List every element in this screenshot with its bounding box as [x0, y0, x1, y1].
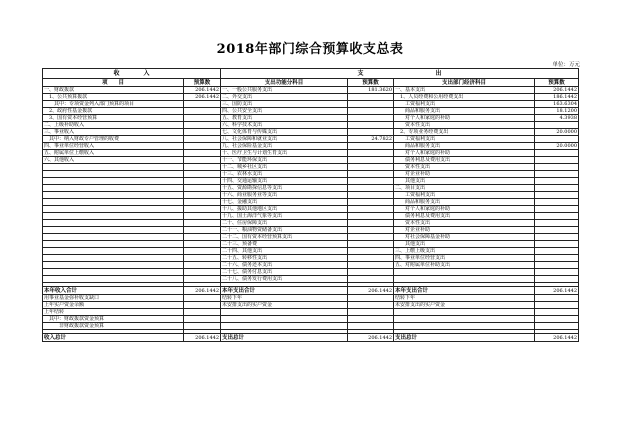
item-label-cell: 十四、交通运输支出	[221, 178, 348, 185]
income-caption: 收 入	[43, 69, 221, 79]
table-row	[43, 157, 579, 164]
item-label-cell	[221, 309, 348, 316]
item-label-cell: 支出总计	[221, 334, 348, 342]
table-row	[43, 129, 579, 136]
budget-value-cell: 186.1442	[535, 94, 579, 101]
budget-value-cell	[535, 164, 579, 171]
item-label-cell: 十三、农林水支出	[221, 171, 348, 178]
item-label-cell: 十二、城乡社区支出	[221, 164, 348, 171]
budget-value-cell: 206.1442	[184, 94, 221, 101]
item-label-cell	[43, 234, 184, 241]
item-label-cell: 二、项目支出	[394, 185, 535, 192]
page-title: 2018年部门综合预算收支总表	[216, 42, 404, 57]
item-label-cell: 三、国防支出	[221, 101, 348, 108]
item-label-cell	[43, 192, 184, 199]
budget-value-cell	[348, 157, 394, 164]
header-function-subject: 支出功能分科目	[221, 79, 348, 87]
item-label-cell: 债务利息及费用支出	[394, 213, 535, 220]
budget-value-cell	[348, 316, 394, 323]
table-row	[43, 185, 579, 192]
item-label-cell: 五、对附属单位补助支出	[394, 262, 535, 269]
item-label-cell	[394, 309, 535, 316]
budget-value-cell	[348, 309, 394, 316]
item-label-cell: 商品和服务支出	[394, 108, 535, 115]
item-label-cell	[43, 213, 184, 220]
budget-value-cell	[184, 192, 221, 199]
budget-value-cell	[184, 255, 221, 262]
item-label-cell: 八、社会保障和就业支出	[221, 136, 348, 143]
budget-value-cell	[348, 171, 394, 178]
budget-value-cell	[535, 309, 579, 316]
budget-value-cell	[348, 220, 394, 227]
item-label-cell: 资本性支出	[394, 122, 535, 129]
budget-value-cell	[348, 192, 394, 199]
item-label-cell: 二十三、预备费	[221, 241, 348, 248]
item-label-cell: 支出总计	[394, 334, 535, 342]
item-label-cell: 本年支出合计	[221, 287, 348, 295]
item-label-cell: 2、政府性基金拨款	[43, 108, 184, 115]
item-label-cell: 五、教育支出	[221, 115, 348, 122]
budget-value-cell: 24.7822	[348, 136, 394, 143]
item-label-cell: 六、科学技术支出	[221, 122, 348, 129]
item-label-cell: 其他支出	[394, 241, 535, 248]
budget-value-cell	[184, 206, 221, 213]
budget-value-cell	[184, 178, 221, 185]
item-label-cell	[394, 276, 535, 283]
item-label-cell: 用事业基金弥补收支缺口	[43, 295, 184, 302]
item-label-cell: 其中：专项资金列入部门预算的项目	[43, 101, 184, 108]
table-row	[43, 206, 579, 213]
budget-value-cell: 20.0000	[535, 129, 579, 136]
item-label-cell: 对企业补助	[394, 171, 535, 178]
item-label-cell: 对个人和家庭的补助	[394, 150, 535, 157]
budget-value-cell	[184, 199, 221, 206]
item-label-cell: 2、专项业务经费支出	[394, 129, 535, 136]
caption-row	[43, 69, 579, 79]
budget-value-cell	[348, 178, 394, 185]
budget-value-cell	[348, 206, 394, 213]
item-label-cell: 其他支出	[394, 178, 535, 185]
budget-value-cell: 206.1442	[535, 334, 579, 342]
budget-value-cell	[348, 143, 394, 150]
item-label-cell	[43, 255, 184, 262]
item-label-cell: 资本性支出	[394, 220, 535, 227]
item-label-cell: 四、公共安全支出	[221, 108, 348, 115]
budget-value-cell	[184, 269, 221, 276]
item-label-cell: 工资福利支出	[394, 136, 535, 143]
table-row	[43, 241, 579, 248]
budget-summary-table	[42, 68, 579, 342]
budget-value-cell	[535, 185, 579, 192]
item-label-cell: 工资福利支出	[394, 101, 535, 108]
item-label-cell	[221, 323, 348, 330]
item-label-cell	[43, 269, 184, 276]
table-row	[43, 115, 579, 122]
item-label-cell: 商品和服务支出	[394, 199, 535, 206]
table-row	[43, 213, 579, 220]
item-label-cell	[221, 316, 348, 323]
budget-value-cell	[535, 122, 579, 129]
item-label-cell: 结转下年	[221, 295, 348, 302]
item-label-cell: 二十四、其他支出	[221, 248, 348, 255]
budget-value-cell	[348, 255, 394, 262]
budget-value-cell	[184, 309, 221, 316]
item-label-cell: 三、事业收入	[43, 129, 184, 136]
table-row	[43, 192, 579, 199]
table-row	[43, 316, 579, 323]
item-label-cell	[394, 269, 535, 276]
table-row	[43, 262, 579, 269]
budget-value-cell	[184, 136, 221, 143]
budget-value-cell	[348, 129, 394, 136]
item-label-cell: 七、文化体育与传媒支出	[221, 129, 348, 136]
budget-value-cell	[348, 248, 394, 255]
budget-value-cell: 4.3938	[535, 115, 579, 122]
budget-value-cell	[348, 241, 394, 248]
item-label-cell	[43, 227, 184, 234]
budget-value-cell	[348, 276, 394, 283]
table-row	[43, 248, 579, 255]
budget-value-cell	[184, 157, 221, 164]
budget-value-cell	[535, 136, 579, 143]
budget-value-cell	[535, 227, 579, 234]
item-label-cell: 二十一、粮油物资储备支出	[221, 227, 348, 234]
budget-value-cell	[535, 213, 579, 220]
item-label-cell: 二十五、转移性支出	[221, 255, 348, 262]
unit-label: 单位：万元	[552, 62, 580, 68]
table-row	[43, 164, 579, 171]
item-label-cell: 收入总计	[43, 334, 184, 342]
expense-caption: 支 出	[221, 69, 579, 79]
budget-value-cell	[184, 262, 221, 269]
item-label-cell: 对社会保障基金补助	[394, 234, 535, 241]
item-label-cell: 本年收入合计	[43, 287, 184, 295]
header-item: 项 目	[43, 79, 184, 87]
item-label-cell: 对个人和家庭的补助	[394, 115, 535, 122]
item-label-cell: 工资福利支出	[394, 192, 535, 199]
budget-value-cell	[535, 178, 579, 185]
budget-value-cell	[348, 262, 394, 269]
item-label-cell: 一、一般公共服务支出	[221, 87, 348, 94]
budget-value-cell: 206.1442	[184, 87, 221, 94]
table-row	[43, 150, 579, 157]
budget-value-cell	[535, 206, 579, 213]
item-label-cell: 未安排支出的实户资金	[394, 302, 535, 309]
budget-value-cell: 181.3620	[348, 87, 394, 94]
item-label-cell: 商品和服务支出	[394, 143, 535, 150]
item-label-cell: 十八、援助其他地区支出	[221, 206, 348, 213]
item-label-cell	[43, 248, 184, 255]
table-row	[43, 143, 579, 150]
budget-value-cell	[535, 171, 579, 178]
table-row	[43, 108, 579, 115]
budget-value-cell	[535, 157, 579, 164]
item-label-cell	[394, 316, 535, 323]
budget-value-cell	[348, 295, 394, 302]
table-row	[43, 94, 579, 101]
budget-value-cell	[535, 316, 579, 323]
item-label-cell: 十七、金融支出	[221, 199, 348, 206]
budget-value-cell	[184, 143, 221, 150]
budget-value-cell: 206.1442	[348, 287, 394, 295]
budget-value-cell	[348, 269, 394, 276]
budget-value-cell: 20.0000	[535, 143, 579, 150]
table-row	[43, 220, 579, 227]
budget-value-cell	[535, 276, 579, 283]
table-row	[43, 136, 579, 143]
budget-value-cell	[184, 171, 221, 178]
item-label-cell: 四、事业单位经营收入	[43, 143, 184, 150]
item-label-cell: 二、外交支出	[221, 94, 348, 101]
item-label-cell: 结转下年	[394, 295, 535, 302]
budget-value-cell	[184, 241, 221, 248]
header-budget: 预算数	[184, 79, 221, 87]
budget-value-cell	[348, 213, 394, 220]
budget-value-cell	[535, 234, 579, 241]
table-row	[43, 87, 579, 94]
budget-value-cell	[348, 150, 394, 157]
budget-value-cell	[184, 164, 221, 171]
item-label-cell: 3、国有资本经营预算	[43, 115, 184, 122]
table-row	[43, 269, 579, 276]
budget-value-cell: 18.1200	[535, 108, 579, 115]
budget-value-cell	[535, 269, 579, 276]
table-row	[43, 199, 579, 206]
item-label-cell: 未安排支出的实户资金	[221, 302, 348, 309]
budget-value-cell	[348, 115, 394, 122]
table-row	[43, 302, 579, 309]
table-row	[43, 276, 579, 283]
budget-value-cell	[348, 199, 394, 206]
item-label-cell: 十九、国土海洋气象等支出	[221, 213, 348, 220]
budget-value-cell	[348, 323, 394, 330]
table-row	[43, 255, 579, 262]
item-label-cell: 九、社会保险基金支出	[221, 143, 348, 150]
item-label-cell	[43, 164, 184, 171]
budget-value-cell	[184, 150, 221, 157]
table-row	[43, 309, 579, 316]
table-row	[43, 295, 579, 302]
budget-value-cell	[184, 248, 221, 255]
item-label-cell	[394, 323, 535, 330]
item-label-cell: 一、财政拨款	[43, 87, 184, 94]
item-label-cell: 二十六、债务还本支出	[221, 262, 348, 269]
budget-value-cell	[535, 220, 579, 227]
budget-value-cell	[535, 248, 579, 255]
header-budget: 预算数	[535, 79, 579, 87]
table-row	[43, 122, 579, 129]
item-label-cell: 三、上缴上级支出	[394, 248, 535, 255]
budget-value-cell	[348, 164, 394, 171]
budget-value-cell	[184, 276, 221, 283]
budget-value-cell	[535, 302, 579, 309]
budget-value-cell: 206.1442	[535, 87, 579, 94]
budget-value-cell	[535, 241, 579, 248]
budget-value-cell	[535, 199, 579, 206]
item-label-cell	[43, 241, 184, 248]
item-label-cell	[43, 178, 184, 185]
budget-value-cell	[348, 108, 394, 115]
budget-value-cell	[184, 122, 221, 129]
budget-value-cell	[184, 129, 221, 136]
item-label-cell: 其中：财政拨款资金预算	[43, 316, 184, 323]
item-label-cell: 非财政拨款资金预算	[43, 323, 184, 330]
budget-value-cell	[348, 302, 394, 309]
item-label-cell: 债务利息及费用支出	[394, 157, 535, 164]
table-row	[43, 287, 579, 295]
budget-value-cell	[184, 115, 221, 122]
budget-value-cell	[348, 234, 394, 241]
budget-value-cell	[535, 150, 579, 157]
header-row	[43, 79, 579, 87]
item-label-cell: 二、上级补助收入	[43, 122, 184, 129]
item-label-cell	[43, 185, 184, 192]
item-label-cell: 其中：纳入财政专户管理的收费	[43, 136, 184, 143]
item-label-cell: 资本性支出	[394, 164, 535, 171]
item-label-cell: 二十、住房保障支出	[221, 220, 348, 227]
budget-value-cell: 206.1442	[184, 287, 221, 295]
budget-value-cell	[348, 185, 394, 192]
budget-value-cell	[184, 234, 221, 241]
budget-value-cell	[184, 295, 221, 302]
item-label-cell	[43, 171, 184, 178]
budget-value-cell: 206.1442	[348, 334, 394, 342]
budget-value-cell	[184, 220, 221, 227]
header-budget: 预算数	[348, 79, 394, 87]
budget-value-cell	[184, 227, 221, 234]
item-label-cell	[43, 206, 184, 213]
item-label-cell: 十一、节能环保支出	[221, 157, 348, 164]
item-label-cell: 四、事业单位经营支出	[394, 255, 535, 262]
budget-value-cell	[535, 295, 579, 302]
table-row	[43, 323, 579, 330]
item-label-cell: 对企业补助	[394, 227, 535, 234]
item-label-cell: 二十八、债务发行费用支出	[221, 276, 348, 283]
item-label-cell: 十五、资源勘探信息等支出	[221, 185, 348, 192]
budget-value-cell	[184, 323, 221, 330]
item-label-cell: 上年结转	[43, 309, 184, 316]
item-label-cell	[43, 199, 184, 206]
budget-value-cell: 206.1442	[535, 287, 579, 295]
budget-value-cell	[348, 122, 394, 129]
budget-value-cell	[348, 94, 394, 101]
table-row	[43, 234, 579, 241]
header-economic-subject: 支出部门经济科目	[394, 79, 535, 87]
budget-value-cell	[184, 302, 221, 309]
item-label-cell: 二十二、国有资本经营预算支出	[221, 234, 348, 241]
item-label-cell: 1、人员经费和公用经费支出	[394, 94, 535, 101]
table-row	[43, 171, 579, 178]
table-row	[43, 227, 579, 234]
budget-value-cell	[535, 262, 579, 269]
item-label-cell: 一、基本支出	[394, 87, 535, 94]
budget-value-cell	[184, 108, 221, 115]
budget-value-cell	[348, 227, 394, 234]
table-row	[43, 101, 579, 108]
item-label-cell: 十六、商业服务业等支出	[221, 192, 348, 199]
item-label-cell: 六、其他收入	[43, 157, 184, 164]
budget-value-cell	[535, 323, 579, 330]
item-label-cell: 五、附属单位上缴收入	[43, 150, 184, 157]
item-label-cell	[43, 220, 184, 227]
budget-value-cell	[535, 192, 579, 199]
budget-value-cell	[348, 101, 394, 108]
item-label-cell: 1、公共预算拨款	[43, 94, 184, 101]
budget-value-cell: 163.6304	[535, 101, 579, 108]
budget-value-cell: 206.1442	[184, 334, 221, 342]
item-label-cell: 上年实户资金余额	[43, 302, 184, 309]
item-label-cell	[43, 276, 184, 283]
item-label-cell: 对个人和家庭的补助	[394, 206, 535, 213]
budget-value-cell	[184, 185, 221, 192]
item-label-cell: 二十七、债务付息支出	[221, 269, 348, 276]
budget-value-cell	[535, 255, 579, 262]
table-row	[43, 334, 579, 342]
item-label-cell: 本年支出合计	[394, 287, 535, 295]
budget-value-cell	[184, 101, 221, 108]
budget-value-cell	[184, 213, 221, 220]
item-label-cell: 十、医疗卫生与计划生育支出	[221, 150, 348, 157]
budget-value-cell	[184, 316, 221, 323]
item-label-cell	[43, 262, 184, 269]
table-row	[43, 178, 579, 185]
